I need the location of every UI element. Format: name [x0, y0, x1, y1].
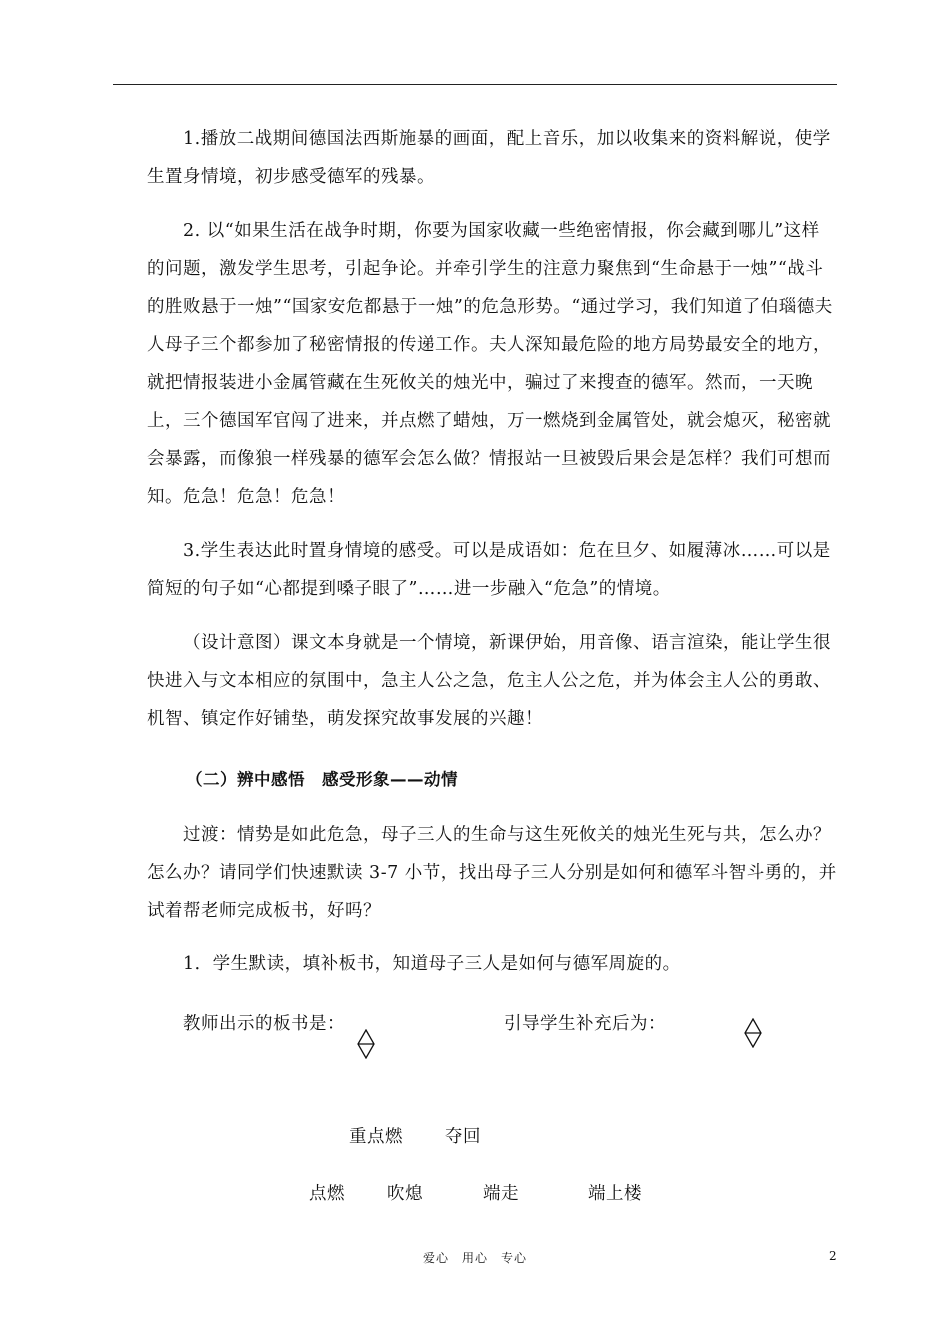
footer-motto: 爱心 用心 专心 [422, 1251, 527, 1265]
paragraph-2: 2. 以“如果生活在战争时期，你要为国家收藏一些绝密情报，你会藏到哪儿”这样的问题，激发学生思考，引起争论。并牵引学生的注意力聚焦到“生命悬于一烛”“战斗的胜败悬于一烛”“国家安危都悬于一烛”的危急形势。“通过学习，我们知道了伯瑙德夫人母子三个都参加了秘密情报的传递工作。夫人深知最危险的地方局势最安全的地方，就把情报装进小金属管藏在生死攸关的烛光中，骗过了来搜查的德军。然而，一天晚上，三个德国军官闯了进来，并点燃了蜡烛，万一燃烧到金属管处，就会熄灭，秘密就会暴露，而像狼一样残暴的德军会怎么做？情报站一旦被毁后果会是怎样？我们可想而知。危急！危急！危急！ [147, 221, 833, 507]
board-word: 端走 [483, 1184, 519, 1204]
paragraph-step-1: 1．学生默读，填补板书，知道母子三人是如何与德军周旋的。 [183, 954, 681, 974]
board-word: 点燃 [309, 1184, 345, 1204]
section-heading: （二）辨中感悟 感受形象——动情 [186, 770, 458, 789]
board-word: 吹熄 [387, 1184, 423, 1204]
header-rule [113, 84, 837, 85]
page-number: 2 [829, 1249, 837, 1263]
paragraph-3: 3.学生表达此时置身情境的感受。可以是成语如：危在旦夕、如履薄冰……可以是简短的句子如“心都提到嗓子眼了”……进一步融入“危急”的情境。 [147, 541, 831, 599]
teacher-board-label: 教师出示的板书是： [183, 1014, 345, 1034]
paragraph-transition: 过渡：情势是如此危急，母子三人的生命与这生死攸关的烛光生死与共，怎么办？怎么办？请同学们快速默读 3-7 小节，找出母子三人分别是如何和德军斗智斗勇的，并试着帮老师完成板书，好吗？ [147, 825, 837, 921]
board-word: 端上楼 [588, 1184, 642, 1204]
diamond-marker-icon [743, 1018, 763, 1048]
board-word: 夺回 [445, 1127, 481, 1147]
diamond-marker-icon [356, 1029, 376, 1059]
board-word: 重点燃 [349, 1127, 403, 1147]
paragraph-design-intent: （设计意图）课文本身就是一个情境，新课伊始，用音像、语言渲染，能让学生很快进入与文本相应的氛围中，急主人公之急，危主人公之危，并为体会主人公的勇敢、机智、镇定作好铺垫，萌发探究故事发展的兴趣！ [147, 633, 831, 729]
student-board-label: 引导学生补充后为： [504, 1014, 666, 1034]
paragraph-1: 1.播放二战期间德国法西斯施暴的画面，配上音乐，加以收集来的资料解说，使学生置身情境，初步感受德军的残暴。 [147, 129, 831, 187]
